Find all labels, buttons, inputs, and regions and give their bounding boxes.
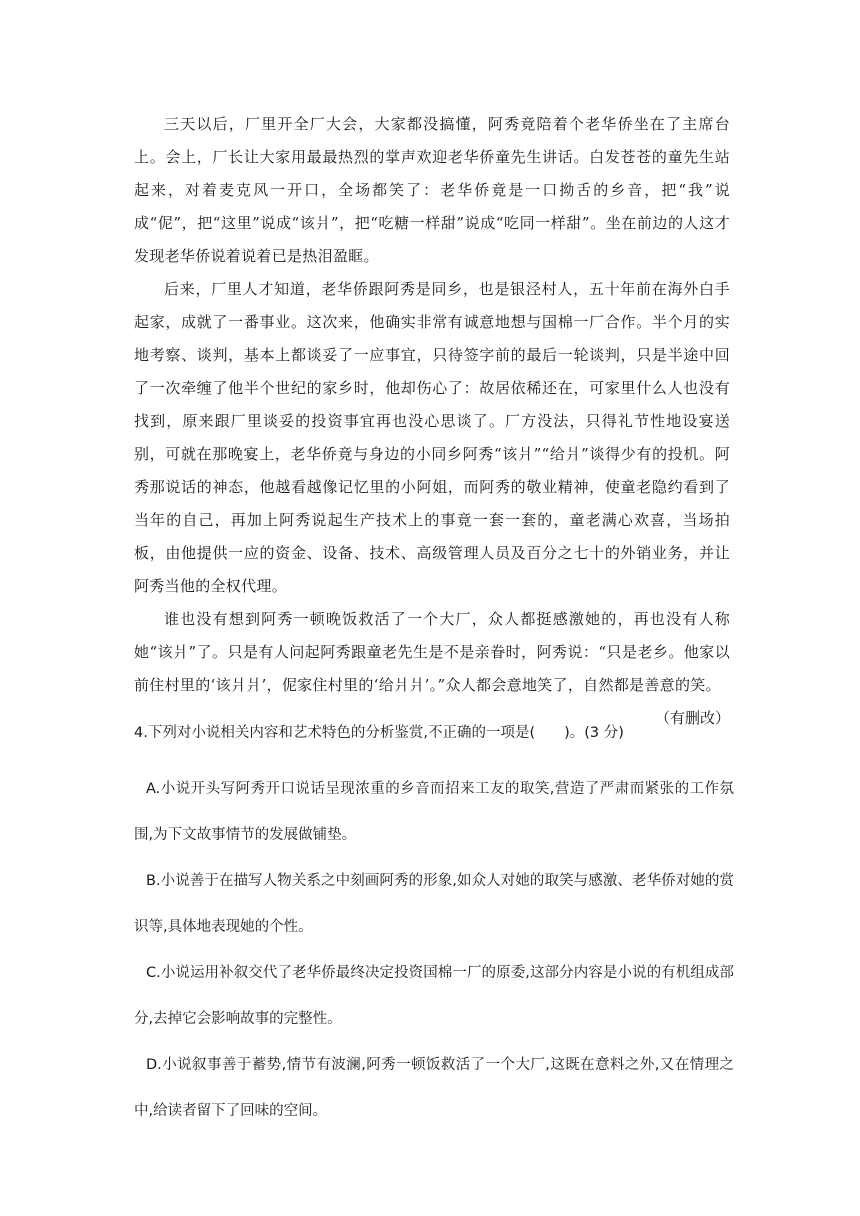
option-c: C.小说运用补叙交代了老华侨最终决定投资国棉一厂的原委,这部分内容是小说的有机组成部分,去掉它会影响故事的完整性。 bbox=[134, 965, 734, 1027]
option-a: A.小说开头写阿秀开口说话呈现浓重的乡音而招来工友的取笑,营造了严肃而紧张的工作氛围,为下文故事情节的发展做铺垫。 bbox=[134, 781, 734, 843]
question-4 bbox=[134, 718, 734, 1134]
passage-paragraph-2: 后来，厂里人才知道，老华侨跟阿秀是同乡，也是银泾村人，五十年前在海外白手起家，成就了一番事业。这次来，他确实非常有诚意地想与国棉一厂合作。半个月的实地考察、谈判，基本上都谈妥了一应事宜，只待签字前的最后一轮谈判，只是半途中回了一次牵缠了他半个世纪的家乡时，他却伤心了：故居依稀还在，可家里什么人也没有找到，原来跟厂里谈妥的投资事宜再也没心思谈了。厂方没法，只得礼节性地设宴送别，可就在那晚宴上，老华侨竟与身边的小同乡阿秀“该爿”“给爿”谈得少有的投机。阿秀那说话的神态，他越看越像记忆里的小阿姐，而阿秀的敬业精神，使童老隐约看到了当年的自己，再加上阿秀说起生产技术上的事竟一套一套的，童老满心欢喜，当场拍板，由他提供一应的资金、设备、技术、高级管理人员及百分之七十的外销业务，并让阿秀当他的全权代理。 bbox=[134, 280, 730, 595]
story-passage bbox=[134, 108, 730, 735]
passage-paragraph-1: 三天以后，厂里开全厂大会，大家都没搞懂，阿秀竟陪着个老华侨坐在了主席台上。会上，厂长让大家用最最热烈的掌声欢迎老华侨童先生讲话。白发苍苍的童先生站起来，对着麦克风一开口，全场都笑了：老华侨竟是一口拗舌的乡音，把“我”说成“伲”，把“这里”说成“该爿”，把“吃糖一样甜”说成“吃同一样甜”。坐在前边的人这才发现老华侨说着说着已是热泪盈眶。 bbox=[134, 115, 730, 265]
option-d: D.小说叙事善于蓄势,情节有波澜,阿秀一顿饭救活了一个大厂,这既在意料之外,又在情理之中,给读者留下了回味的空间。 bbox=[134, 1057, 734, 1119]
option-b: B.小说善于在描写人物关系之中刻画阿秀的形象,如众人对她的取笑与感激、老华侨对她的赏识等,具体地表现她的个性。 bbox=[134, 873, 734, 935]
question-stem: 4.下列对小说相关内容和艺术特色的分析鉴赏,不正确的一项是( )。(3 分) bbox=[134, 725, 624, 741]
answer-options bbox=[134, 766, 734, 1134]
passage-paragraph-3: 谁也没有想到阿秀一顿晚饭救活了一个大厂，众人都挺感激她的，再也没有人称她“该爿”了。只是有人问起阿秀跟童老先生是不是亲眷时，阿秀说：“只是老乡。他家以前住村里的‘该爿爿’，伲家住村里的‘给爿爿’。”众人都会意地笑了，自然都是善意的笑。 bbox=[134, 610, 730, 694]
abridged-note: （有删改） bbox=[654, 709, 730, 727]
